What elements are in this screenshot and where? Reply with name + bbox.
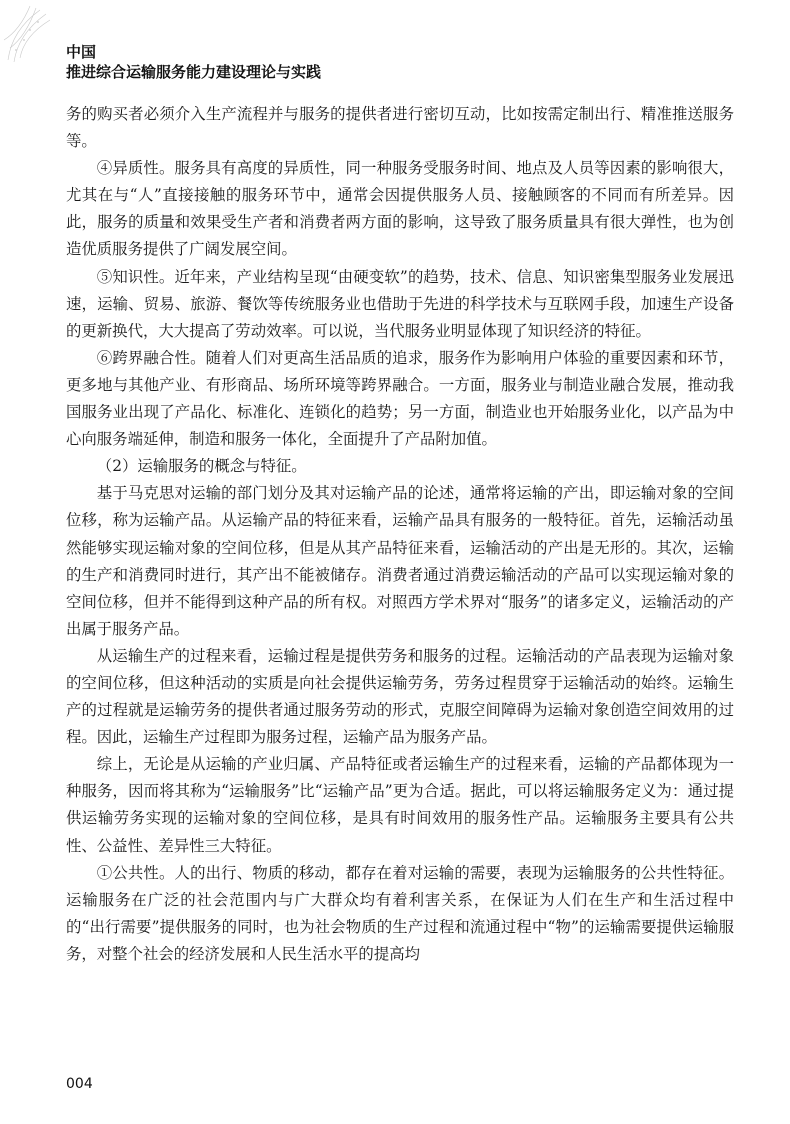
section-heading: （2）运输服务的概念与特征。 [96, 457, 307, 476]
paragraph-heterogeneity: ④异质性。服务具有高度的异质性，同一种服务受服务时间、地点及人员等因素的影响很大，尤其在与“人”直接接触的服务环节中，通常会因提供服务人员、接触顾客的不同而有所差异。因此，服务的质量和效果受生产者和消费者两方面的影响，这导致了服务质量具有很大弹性，也为创造优质服务提供了广阔发展空间。 [66, 159, 734, 259]
paragraph-cross-border: ⑥跨界融合性。随着人们对更高生活品质的追求，服务作为影响用户体验的重要因素和环节，更多地与其他产业、有形商品、场所环境等跨界融合。一方面，服务业与制造业融合发展，推动我国服务业出现了产品化、标准化、连锁化的趋势；另一方面，制造业也开始服务业化，以产品为中心向服务端延伸，制造和服务一体化，全面提升了产品附加值。 [66, 348, 734, 449]
paragraph-transport-product: 基于马克思对运输的部门划分及其对运输产品的论述，通常将运输的产出，即运输对象的空间位移，称为运输产品。从运输产品的特征来看，运输产品具有服务的一般特征。首先，运输活动虽然能够实现运输对象的空间位移，但是从其产品特征来看，运输活动的产出是无形的。其次，运输的生产和消费同时进行，其产出不能被储存。消费者通过消费运输活动的产品可以实现运输对象的空间位移，但并不能得到这种产品的所有权。对照西方学术界对“服务”的诸多定义，运输活动的产出属于服务产品。 [66, 484, 734, 638]
paragraph-public-nature: ①公共性。人的出行、物质的移动，都存在着对运输的需要，表现为运输服务的公共性特征。运输服务在广泛的社会范围内与广大群众均有着利害关系，在保证为人们在生产和生活过程中的“出行需要”提供服务的同时，也为社会物质的生产过程和流通过程中“物”的运输需要提供运输服务，对整个社会的经济发展和人民生活水平的提高均 [66, 863, 734, 963]
paragraph-summary: 综上，无论是从运输的产业归属、产品特征或者运输生产的过程来看，运输的产品都体现为一种服务，因而将其称为“运输服务”比“运输产品”更为合适。据此，可以将运输服务定义为：通过提供运输劳务实现的运输对象的空间位移，是具有时间效用的服务性产品。运输服务主要具有公共性、公益性、差异性三大特征。 [66, 755, 734, 855]
running-header [66, 42, 321, 82]
paragraph-transport-process: 从运输生产的过程来看，运输过程是提供劳务和服务的过程。运输活动的产品表现为运输对象的空间位移，但这种活动的实质是向社会提供运输劳务，劳务过程贯穿于运输活动的始终。运输生产的过程就是运输劳务的提供者通过服务劳动的形式，克服空间障碍为运输对象创造空间效用的过程。因此，运输生产过程即为服务过程，运输产品为服务产品。 [66, 646, 734, 747]
page-number: 004 [66, 1076, 93, 1092]
paragraph-knowledge: ⑤知识性。近年来，产业结构呈现“由硬变软”的趋势，技术、信息、知识密集型服务业发展迅速，运输、贸易、旅游、餐饮等传统服务业也借助于先进的科学技术与互联网手段，加速生产设备的更新换代，大大提高了劳动效率。可以说，当代服务业明显体现了知识经济的特征。 [66, 267, 734, 340]
paragraph-continued: 务的购买者必须介入生产流程并与服务的提供者进行密切互动，比如按需定制出行、精准推送服务等。 [66, 105, 734, 151]
body-text [66, 101, 734, 968]
header-country: 中国 [66, 43, 97, 61]
header-book-title: 推进综合运输服务能力建设理论与实践 [66, 63, 322, 81]
corner-decoration [0, 0, 70, 70]
